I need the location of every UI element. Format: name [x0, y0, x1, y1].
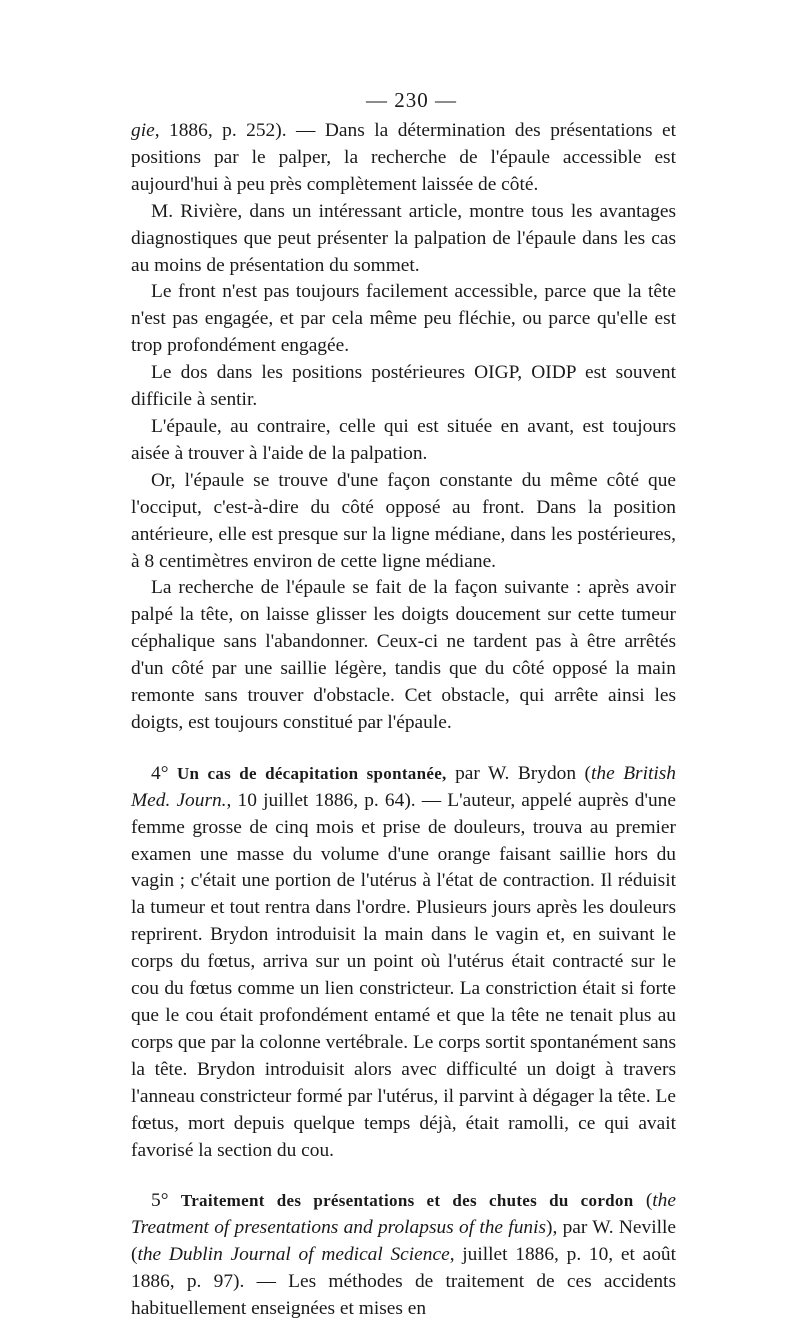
- section-5-english-title: the Treatment of presentations and prolapsus of the funis: [131, 1190, 676, 1239]
- paragraph-occiput: Or, l'épaule se trouve d'une façon constante du même côté que l'occiput, c'est-à-dire du côté opposé au front. Dans la position antérieure, elle est presque sur la ligne médiane, dans les postérieures, à 8 centimètres environ de cette ligne médiane.: [131, 469, 676, 572]
- section-4-title: Un cas de décapitation spontanée,: [176, 763, 447, 783]
- italic-word: gie: [131, 120, 155, 141]
- paragraph-continuation: [131, 118, 676, 199]
- section-5-number: 5°: [151, 1190, 169, 1212]
- paragraph-riviere: M. Rivière, dans un intéressant article, montre tous les avantages diagnostiques que peut présenter la palpation de l'épaule dans les cas au moins de présentation du sommet.: [131, 200, 676, 276]
- section-5-author: ), par W. Neville (: [131, 1217, 677, 1266]
- section-4-number: 4°: [151, 762, 169, 784]
- paragraph-front: Le front n'est pas toujours facilement accessible, parce que la tête n'est pas engagée, et par cela même peu fléchie, ou parce qu'elle est trop profondément engagée.: [131, 281, 676, 357]
- paragraph-dos: Le dos dans les positions postérieures OIGP, OIDP est souvent difficile à sentir.: [131, 362, 676, 411]
- section-5-title: Traitement des présentations et des chutes du cordon: [180, 1191, 634, 1211]
- section-4: [131, 761, 676, 1165]
- page-number: — 230 —: [366, 88, 457, 112]
- section-5: [131, 1188, 676, 1323]
- paragraph-text: , 1886, p. 252). — Dans la détermination des présentations et positions par le palper, la recherche de l'épaule accessible est aujourd'hui à peu près complètement laissée de côté.: [131, 120, 676, 195]
- section-5-body: [131, 1188, 676, 1323]
- section-4-text: , 10 juillet 1886, p. 64). — L'auteur, appelé auprès d'une femme grosse de cinq mois et prise de douleurs, trouva au premier examen une masse du volume d'une orange faisant saillie hors du vagin ; c'était une portion de l'utérus à l'état de contraction. Il réduisit la tumeur et tout rentra dans l'ordre. Plusieurs jours après les douleurs reprirent. Brydon introduisit la main dans le vagin et, en suivant le corps du fœtus, arriva sur un point où l'utérus était contracté sur le cou du fœtus comme un lien constricteur. La constriction était si forte que le cou était profondément entamé et que la tête ne tenait plus au corps que par la colonne vertébrale. Le corps sortit spontanément sans la tête. Brydon introduisit alors avec difficulté un doigt à travers l'anneau constricteur formé par l'utérus, il parvint à dégager la tête. Le fœtus, mort depuis quelque temps déjà, était ramolli, ce qui avait favorisé la section du cou.: [131, 789, 676, 1161]
- section-5-journal: the Dublin Journal of medical Science: [137, 1244, 450, 1266]
- section-5-text: , juillet 1886, p. 10, et août 1886, p. 97). — Les méthodes de traitement de ces accidents habituellement enseignées et mises en: [131, 1244, 676, 1320]
- paragraph-recherche: La recherche de l'épaule se fait de la façon suivante : après avoir palpé la tête, on laisse glisser les doigts doucement sur cette tumeur céphalique sans l'abandonner. Ceux-ci ne tardent pas à être arrêtés d'un côté par une saillie légère, tandis que du côté opposé la main remonte sans trouver d'obstacle. Cet obstacle, qui arrête ainsi les doigts, est toujours constitué par l'épaule.: [131, 577, 676, 733]
- section-5-open: (: [633, 1190, 653, 1212]
- section-4-author: par W. Brydon (: [446, 762, 592, 784]
- section-4-journal: the British Med. Journ.: [131, 762, 677, 811]
- paragraph-epaule: L'épaule, au contraire, celle qui est située en avant, est toujours aisée à trouver à l'aide de la palpation.: [131, 415, 676, 464]
- book-page: [131, 86, 676, 1323]
- section-4-body: [131, 761, 676, 1165]
